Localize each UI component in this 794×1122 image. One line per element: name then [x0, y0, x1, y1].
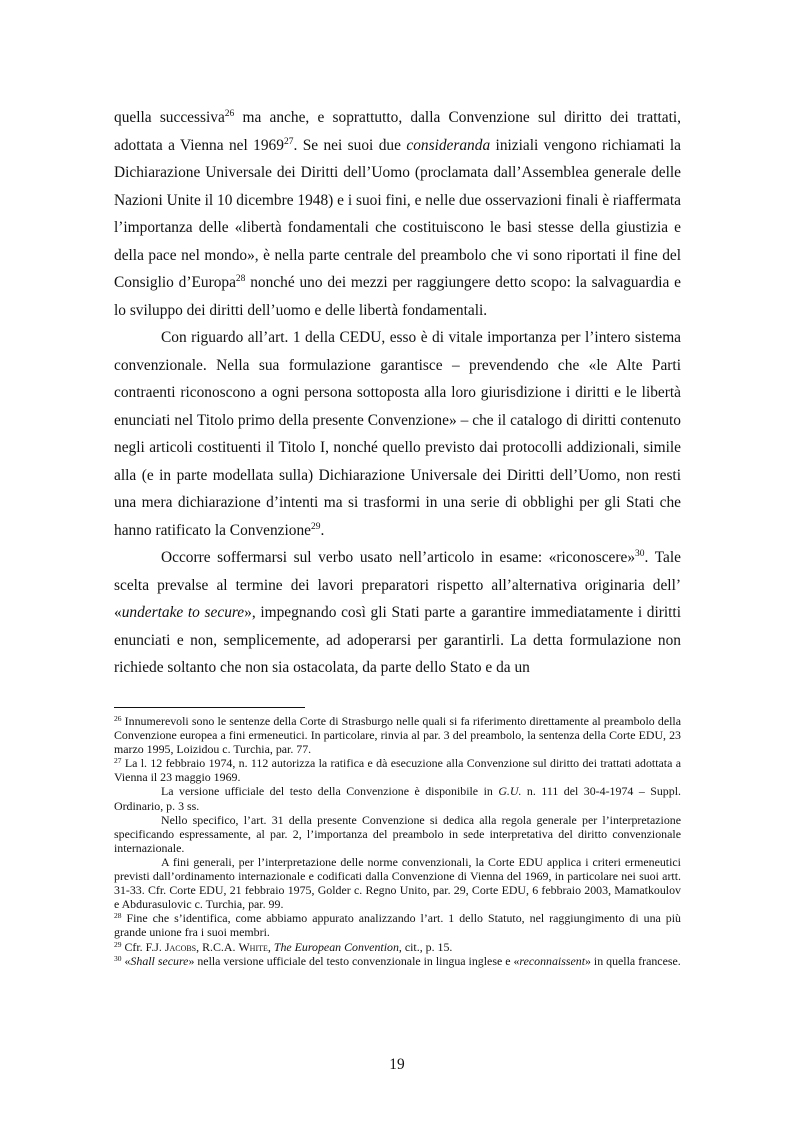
footnote-27-continued: La versione ufficiale del testo della Convenzione è disponibile in G.U. n. 111 del 30-4-1974 – Suppl. Ordinario, p. 3 ss.	[114, 784, 681, 813]
footnote-ref-27[interactable]: 27	[283, 136, 294, 147]
footnote-28: $^{28}$ Fine che s’identifica, come abbiamo appurato analizzando l’art. 1 dello Statuto, nel raggiungimento di una più grande unione fra i suoi membri.	[114, 911, 681, 940]
footnote-27-continued: A fini generali, per l’interpretazione delle norme convenzionali, la Corte EDU applica i criteri ermeneutici previsti dall’ordinamento internazionale e codificati dalla Convenzione di Vienna del 1969, in particolare nei suoi artt. 31-33. Cfr. Corte EDU, 21 febbraio 1975, Golder c. Regno Unito, par. 29, Corte EDU, 6 febbraio 2003, Mamatkoulov e Abdurasulovic c. Turchia, par. 99.	[114, 854, 681, 912]
page-number: 19	[389, 1056, 405, 1073]
paragraph-3: Occorre soffermarsi sul verbo usato nell’articolo in esame: «riconoscere»$^{30}$. Tale scelta prevalse al termine dei lavori preparatori rispetto all’alternativa originaria dell’ «undertake to secure», impegnando così gli Stati parte a garantire immediatamente i diritti enunciati e non, semplicemente, ad adoperarsi per garantirli. La detta formulazione non richiede soltanto che non sia ostacolata, da parte dello Stato e da un	[114, 549, 682, 676]
footnote-27-continued: Nello specifico, l’art. 31 della presente Convenzione si dedica alla regola generale per l’interpretazione specificando espressamente, al par. 2, l’importanza del preambolo in sede interpretativa del diritto convenzionale internazionale.	[114, 812, 681, 855]
footnote-ref-30[interactable]: 30	[635, 549, 645, 559]
paragraph-1: quella successiva$^{26}$ ma anche, e soprattutto, dalla Convenzione sul diritto dei trattati, adottata a Vienna nel 1969$^{27}$. Se nei suoi due consideranda iniziali vengono richiamati la Dichiarazione Universale dei Diritti dell’Uomo (proclamata dall’Assemblea generale delle Nazioni Unite il 10 dicembre 1948) e i suoi fini, e nelle due osservazioni finali è riaffermata l’importanza delle «libertà fondamentali che costituiscono le basi stesse della giustizia e della pace nel mondo», è nella parte centrale del preambolo che vi sono riportati il fine del Consiglio d’Europa$^{28}$ nonché uno dei mezzi per raggiungere detto scopo: la salvaguardia e lo sviluppo dei diritti dell’uomo e delle libertà fondamentali.	[114, 109, 681, 319]
footnotes	[114, 714, 681, 968]
footnote-ref-28[interactable]: 28	[235, 274, 246, 284]
footnote-ref-26[interactable]: 26	[224, 109, 235, 119]
footnote-26: $^{26}$ Innumerevoli sono le sentenze della Corte di Strasburgo nelle quali si fa riferimento direttamente al preambolo della Convenzione europea a fini ermeneutici. In particolare, rinvia al par. 3 del preambolo, la sentenza della Corte EDU, 23 marzo 1995, Loizidou c. Turchia, par. 77.	[114, 714, 681, 757]
main-text	[114, 104, 681, 682]
footnote-ref-29[interactable]: 29	[311, 521, 321, 532]
footnote-separator	[114, 707, 305, 708]
footnote-27: $^{27}$ La l. 12 febbraio 1974, n. 112 autorizza la ratifica e dà esecuzione alla Convenzione sul diritto dei trattati adottata a Vienna il 23 maggio 1969.	[114, 756, 681, 785]
paragraph-2: Con riguardo all’art. 1 della CEDU, esso è di vitale importanza per l’intero sistema convenzionale. Nella sua formulazione garantisce – prevendendo che «le Alte Parti contraenti riconoscono a ogni persona sottoposta alla loro giurisdizione i diritti e le libertà enunciati nel Titolo primo della presente Convenzione» – che il catalogo di diritti contenuto negli articoli costituenti il Titolo I, nonché quello previsto dai protocolli addizionali, simile alla (e in parte modellata sulla) Dichiarazione Universale dei Diritti dell’Uomo, non resti una mera dichiarazione d’intenti ma si trasformi in una serie di obblighi per gli Stati che hanno ratificato la Convenzione$^{29}$.	[114, 329, 681, 539]
footnote-29: $^{29}$ Cfr. F.J. Jacobs, R.C.A. White, The European Convention, cit., p. 15.	[114, 939, 453, 954]
footnote-30: $^{30}$ «Shall secure» nella versione ufficiale del testo convenzionale in lingua inglese e «reconnaissent» in quella francese.	[114, 953, 681, 968]
